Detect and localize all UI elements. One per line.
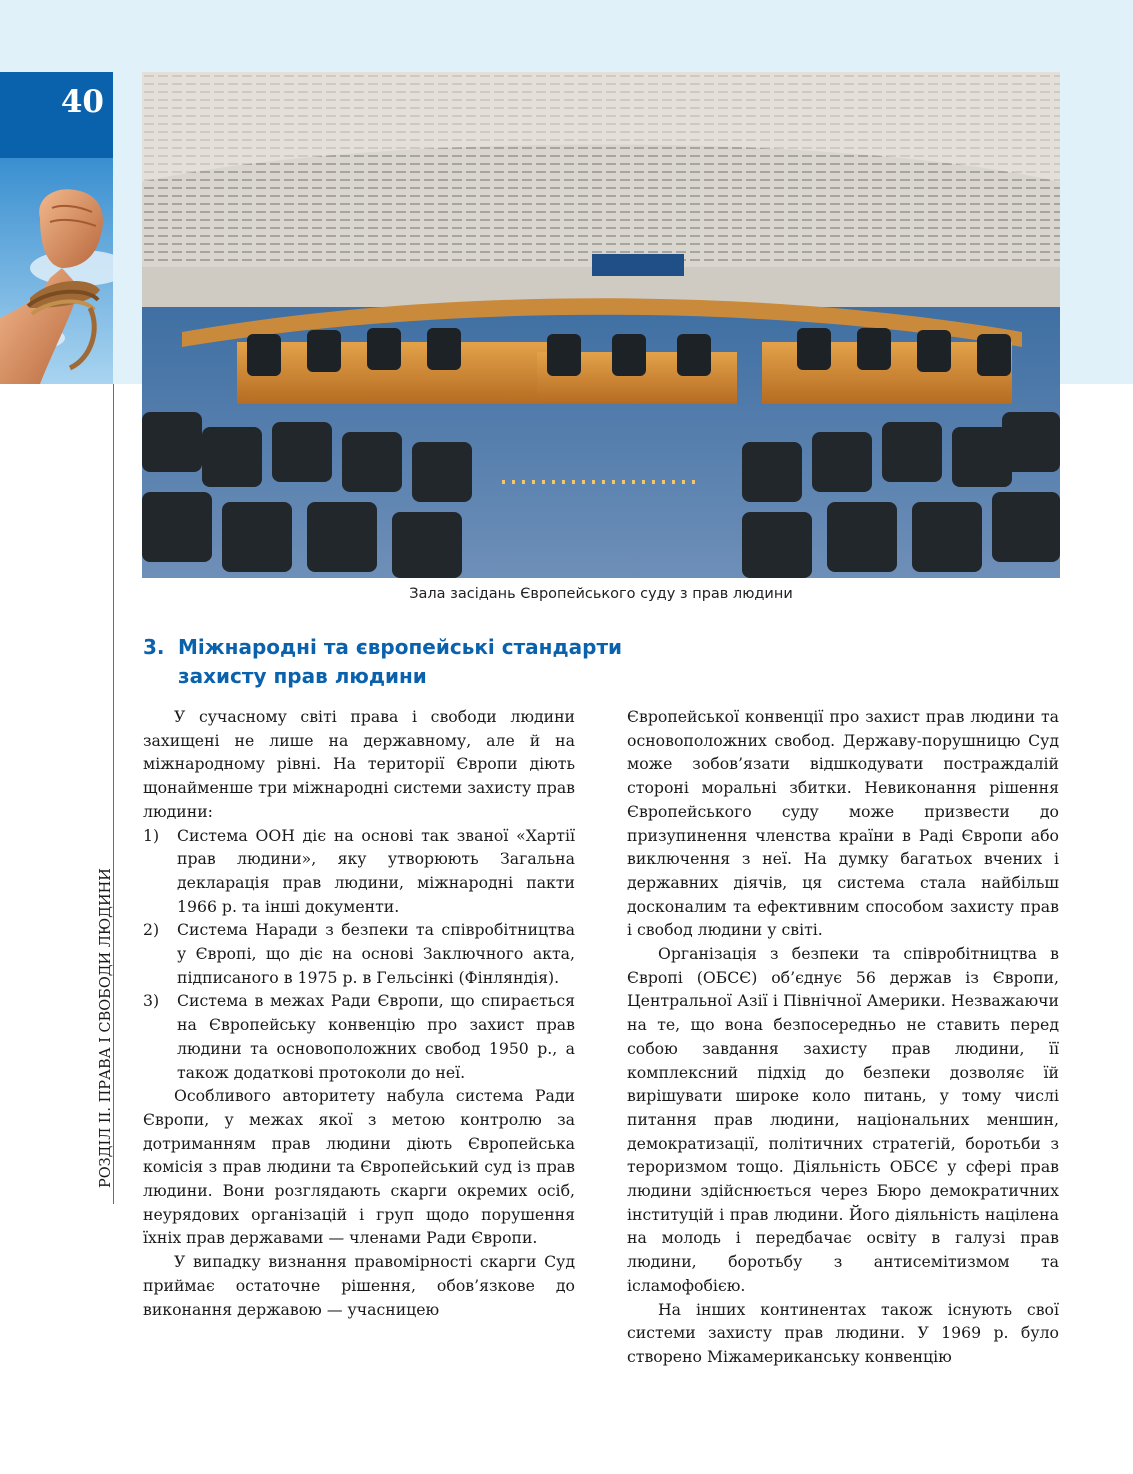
list-marker: 1)	[143, 825, 160, 845]
list-item	[143, 989, 575, 1084]
page-number-box	[0, 72, 113, 158]
chapter-thumbnail-image	[0, 158, 113, 384]
section-number: 3.	[143, 635, 165, 659]
section-heading	[143, 633, 663, 691]
paragraph: На інших континентах також існують свої системи захисту прав людини. У 1969 р. було створено Міжамериканську конвенцію	[627, 1299, 1059, 1366]
page-number: 40	[60, 84, 104, 120]
right-column	[627, 705, 1059, 1369]
list-item-text: Система Наради з безпеки та співробітництва у Європі, що діє на основі Заключного акта, підписаного в 1975 р. в Гельсінкі (Фінляндія).	[177, 920, 575, 987]
courtroom-photo	[142, 72, 1060, 578]
chapter-vertical-title: РОЗДІЛ II. ПРАВА І СВОБОДИ ЛЮДИНИ	[98, 868, 114, 1188]
bound-fist-illustration	[0, 158, 113, 384]
section-title: Міжнародні та європейські стандарти захисту прав людини	[178, 635, 623, 688]
list-marker: 2)	[143, 920, 160, 940]
list-item-text: Система ООН діє на основі так званої «Хартії прав людини», яку утворюють Загальна декларація прав людини, міжнародні пакти 1966 р. та інші документи.	[177, 825, 575, 916]
list-item-text: Система в межах Ради Європи, що спирається на Європейську конвенцію про захист прав людини та основоположних свобод 1950 р., а також додаткові протоколи до неї.	[177, 991, 575, 1082]
paragraph: Організація з безпеки та співробітництва в Європі (ОБСЄ) об’єднує 56 держав із Європи, Центральної Азії і Північної Америки. Незважаючи на те, що вона безпосередньо не ставить перед собою завдання захисту прав людини, її комплексний підхід до безпеки дозволяє їй вирішувати широке коло питань, у тому числі питання прав людини, національних меншин, демократизації, політичних стратегій, боротьби з тероризмом тощо. Діяльність ОБСЄ у сфері прав людини здійснюється через Бюро демократичних інституцій і прав людини. Його діяльність націлена на молодь і передбачає освіту в галузі прав людини, боротьбу з антисемітизмом та ісламофобією.	[627, 944, 1059, 1295]
figure-caption: Зала засідань Європейського суду з прав людини	[409, 586, 793, 602]
left-column	[143, 705, 575, 1321]
list-item	[143, 918, 575, 989]
paragraph: У випадку визнання правомірності скарги Суд приймає остаточне рішення, обов’язкове до виконання державою — учасницею	[143, 1252, 575, 1319]
courtroom-illustration	[142, 72, 1060, 578]
list-marker: 3)	[143, 991, 160, 1011]
paragraph: У сучасному світі права і свободи людини захищені не лише на державному, але й на міжнародному рівні. На території Європи діють щонайменше три міжнародні системи захисту прав людини:	[143, 707, 575, 821]
paragraph: Європейської конвенції про захист прав людини та основоположних свобод. Державу-порушницю Суд може зобов’язати відшкодувати постраждалій стороні моральні збитки. Невиконання рішення Європейського суду може призвести до призупинення членства країни в Раді Європи або виключення з неї. На думку багатьох вчених і державних діячів, ця система стала найбільш досконалим та ефективним способом захисту прав і свобод людини у світі.	[627, 707, 1059, 940]
paragraph: Особливого авторитету набула система Ради Європи, у межах якої з метою контролю за дотриманням прав людини діють Європейська комісія з прав людини та Європейський суд із прав людини. Вони розглядають скарги окремих осіб, неурядових організацій і груп щодо порушення їхніх прав державами — членами Ради Європи.	[143, 1086, 575, 1248]
list-item	[143, 824, 575, 919]
